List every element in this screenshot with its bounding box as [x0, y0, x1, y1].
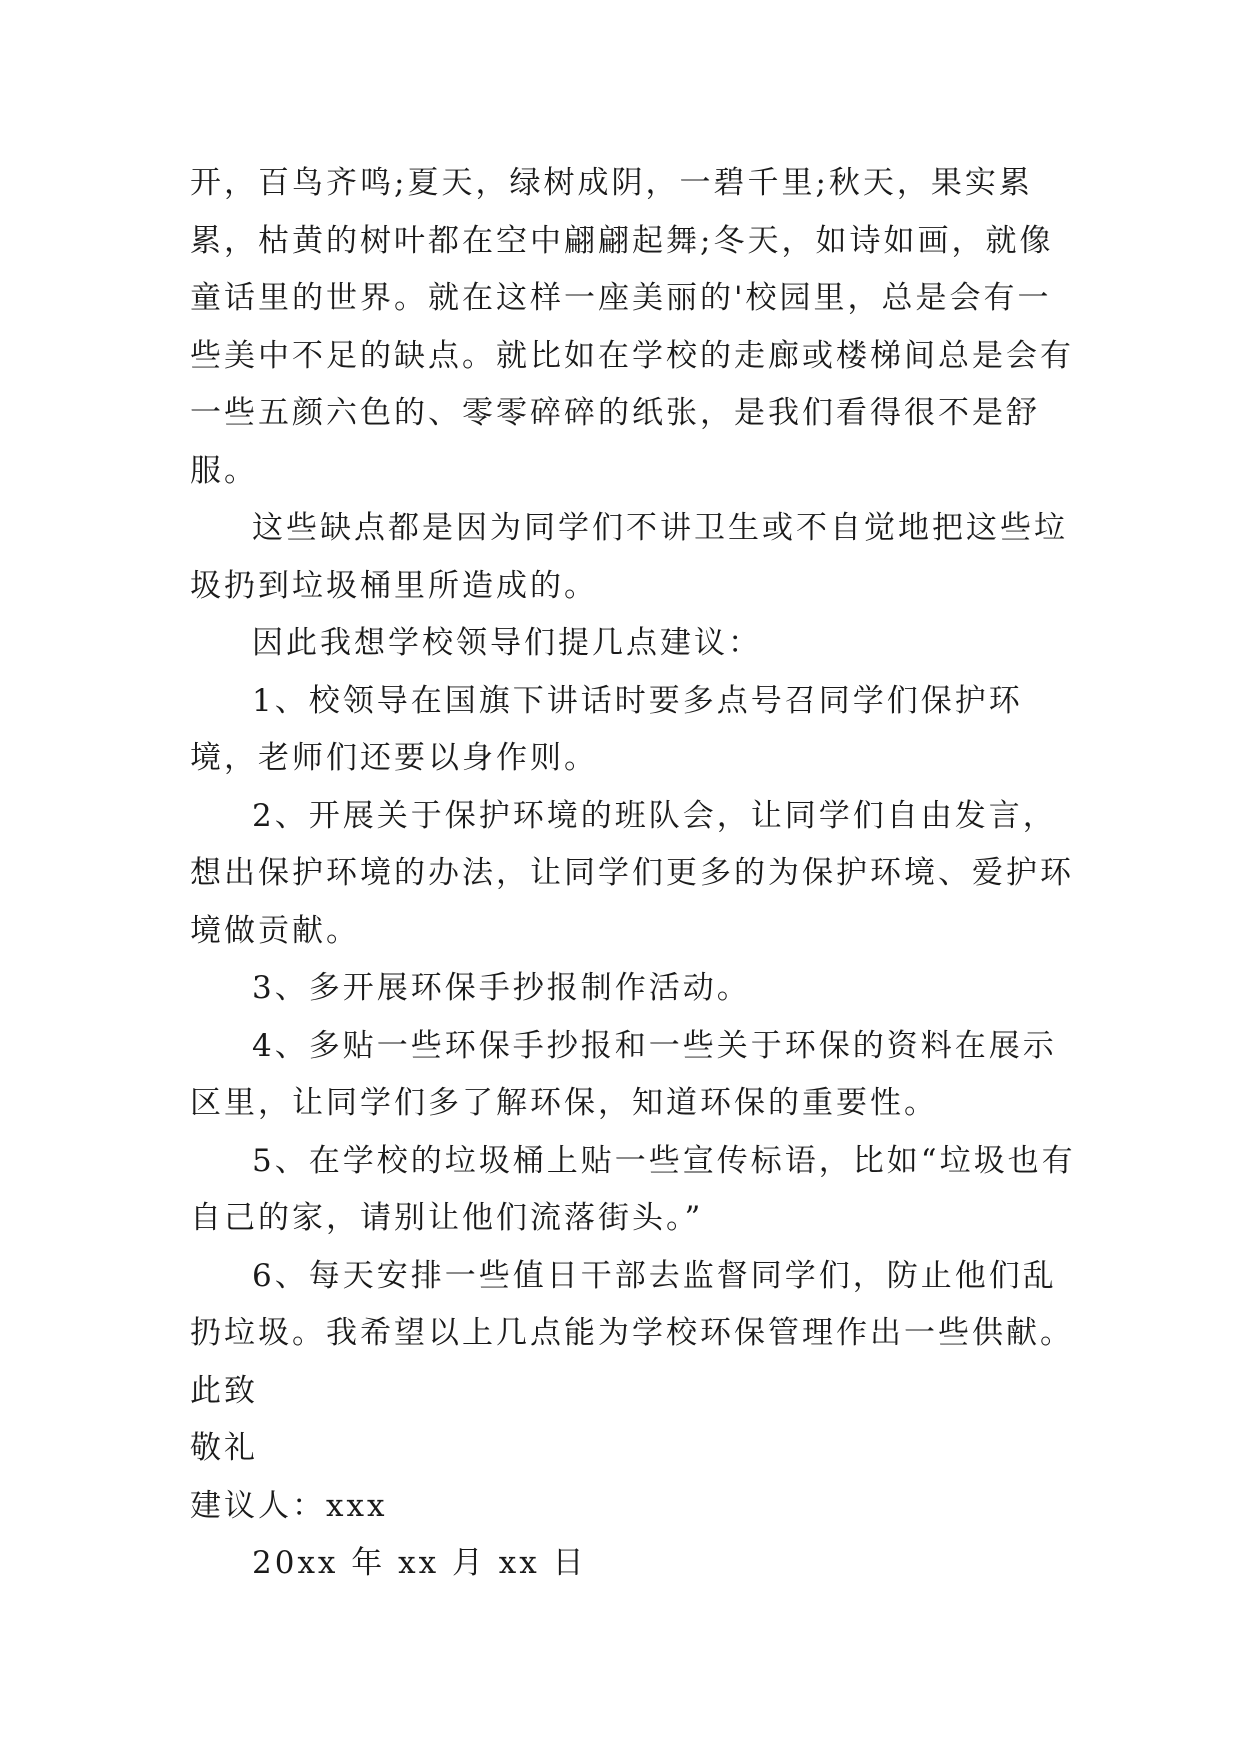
closing-salutation: 此致 [190, 1372, 258, 1409]
body-paragraph: 因此我想学校领导们提几点建议： [252, 625, 762, 661]
body-paragraph: 这些缺点都是因为同学们不讲卫生或不自觉地把这些垃圾扔到垃圾桶里所造成的。 [190, 510, 1068, 604]
signer-line: 建议人：xxx [190, 1487, 388, 1524]
suggestion-item-1: 1、校领导在国旗下讲话时要多点号召同学们保护环境，老师们还要以身作则。 [190, 682, 1023, 776]
date-line: 20xx 年 xx 月 xx 日 [252, 1545, 587, 1581]
suggestion-item-4: 4、多贴一些环保手抄报和一些关于环保的资料在展示区里，让同学们多了解环保，知道环保的重要性。 [190, 1027, 1057, 1121]
suggestion-item-2: 2、开展关于保护环境的班队会，让同学们自由发言，想出保护环境的办法，让同学们更多的为保护环境、爱护环境做贡献。 [190, 797, 1074, 949]
suggestion-item-6: 6、每天安排一些值日干部去监督同学们，防止他们乱扔垃圾。我希望以上几点能为学校环保管理作出一些供献。 [190, 1257, 1074, 1351]
suggestion-item-5: 5、在学校的垃圾桶上贴一些宣传标语，比如“垃圾也有自己的家，请别让他们流落街头。” [190, 1142, 1076, 1236]
document-body [190, 155, 1080, 1593]
body-paragraph: 开，百鸟齐鸣;夏天，绿树成阴，一碧千里;秋天，果实累累，枯黄的树叶都在空中翩翩起舞;冬天，如诗如画，就像童话里的世界。就在这样一座美丽的'校园里，总是会有一些美中不足的缺点。就比如在学校的走廊或楼梯间总是会有一些五颜六色的、零零碎碎的纸张，是我们看得很不是舒服。 [190, 165, 1074, 489]
closing-regards: 敬礼 [190, 1430, 258, 1466]
suggestion-item-3: 3、多开展环保手抄报制作活动。 [252, 970, 751, 1006]
